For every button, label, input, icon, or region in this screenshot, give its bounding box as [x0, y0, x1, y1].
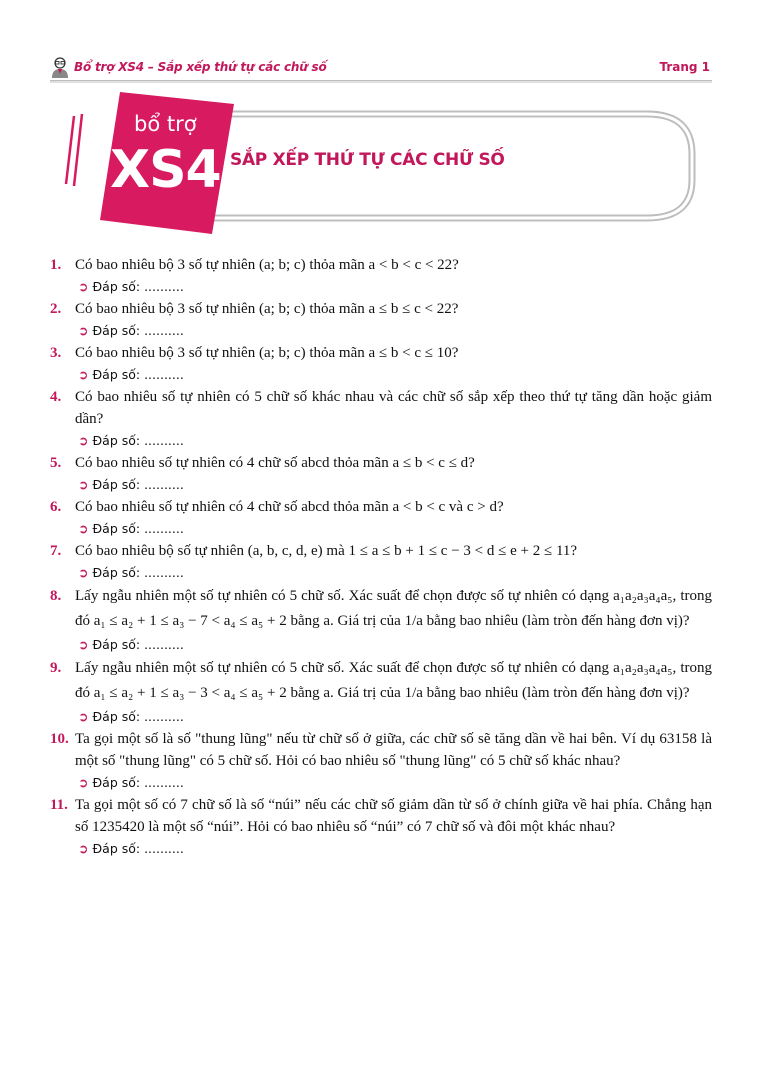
arrow-icon: ➲: [78, 565, 89, 580]
problem-item: [50, 728, 712, 772]
answer-line: [50, 474, 712, 496]
arrow-icon: ➲: [78, 367, 89, 382]
answer-label: Đáp số: ..........: [92, 565, 184, 580]
section-banner: [62, 92, 712, 234]
header-divider: [50, 80, 712, 83]
answer-label: Đáp số: ..........: [92, 323, 184, 338]
header-title: Bổ trợ XS4 – Sắp xếp thứ tự các chữ số: [74, 60, 327, 74]
answer-label: Đáp số: ..........: [92, 521, 184, 536]
arrow-icon: ➲: [78, 841, 89, 856]
arrow-icon: ➲: [78, 279, 89, 294]
arrow-icon: ➲: [78, 433, 89, 448]
problem-number: 6.: [50, 499, 62, 515]
problem-text: Có bao nhiêu số tự nhiên có 4 chữ số abcd thỏa mãn a < b < c và c > d?: [75, 499, 504, 515]
answer-line: [50, 772, 712, 794]
problem-item: [50, 656, 712, 706]
arrow-icon: ➲: [78, 709, 89, 724]
arrow-icon: ➲: [78, 477, 89, 492]
problem-number: 10.: [50, 731, 69, 747]
teacher-avatar-icon: [50, 56, 70, 78]
problem-text: Có bao nhiêu bộ 3 số tự nhiên (a; b; c) thỏa mãn a < b < c < 22?: [75, 257, 459, 273]
answer-line: [50, 562, 712, 584]
answer-label: Đáp số: ..........: [92, 279, 184, 294]
banner-title: SẮP XẾP THỨ TỰ CÁC CHỮ SỐ: [230, 150, 505, 170]
answer-line: [50, 430, 712, 452]
problem-text: Có bao nhiêu bộ số tự nhiên (a, b, c, d, e) mà 1 ≤ a ≤ b + 1 ≤ c − 3 < d ≤ e + 2 ≤ 11?: [75, 543, 578, 559]
problem-item: [50, 794, 712, 838]
arrow-icon: ➲: [78, 521, 89, 536]
problem-number: 11.: [50, 797, 68, 813]
page-number: Trang 1: [659, 60, 710, 74]
problem-text: Ta gọi một số có 7 chữ số là số “núi” nếu các chữ số giảm dần từ số ở chính giữa về hai phía. Chẳng hạn số 1235420 là một số “núi”. Hỏi có bao nhiêu số “núi” có 7 chữ số và đôi một khác nhau?: [75, 797, 712, 835]
problem-list: [50, 254, 712, 860]
problem-text: Ta gọi một số là số "thung lũng" nếu từ chữ số ở giữa, các chữ số sẽ tăng dần về hai bên. Ví dụ 63158 là một số "thung lũng" có 5 chữ số. Hỏi có bao nhiêu số "thung lũng" có 5 chữ số khác nhau?: [75, 731, 712, 769]
answer-label: Đáp số: ..........: [92, 367, 184, 382]
problem-text: Lấy ngẫu nhiên một số tự nhiên có 5 chữ số. Xác suất để chọn được số tự nhiên có dạng a₁a₂a₃a₄a₅, trong đó a₁ ≤ a₂ + 1 ≤ a₃ − 7 < a₄ ≤ a₅ + 2 bằng a. Giá trị của 1/a bằng bao nhiêu (làm tròn đến hàng đơn vị)?: [75, 588, 712, 629]
problem-number: 4.: [50, 389, 62, 405]
answer-label: Đáp số: ..........: [92, 477, 184, 492]
problem-text: Lấy ngẫu nhiên một số tự nhiên có 5 chữ số. Xác suất để chọn được số tự nhiên có dạng a₁a₂a₃a₄a₅, trong đó a₁ ≤ a₂ + 1 ≤ a₃ − 3 < a₄ ≤ a₅ + 2 bằng a. Giá trị của 1/a bằng bao nhiêu (làm tròn đến hàng đơn vị)?: [75, 660, 712, 701]
answer-line: [50, 838, 712, 860]
problem-item: [50, 386, 712, 430]
problem-item: [50, 540, 712, 562]
problem-item: [50, 342, 712, 364]
problem-text: Có bao nhiêu bộ 3 số tự nhiên (a; b; c) thỏa mãn a ≤ b ≤ c < 22?: [75, 301, 459, 317]
answer-line: [50, 276, 712, 298]
problem-number: 7.: [50, 543, 62, 559]
problem-number: 5.: [50, 455, 62, 471]
answer-label: Đáp số: ..........: [92, 841, 184, 856]
problem-item: [50, 584, 712, 634]
arrow-icon: ➲: [78, 323, 89, 338]
problem-number: 9.: [50, 660, 62, 676]
arrow-icon: ➲: [78, 637, 89, 652]
problem-item: [50, 254, 712, 276]
answer-label: Đáp số: ..........: [92, 637, 184, 652]
banner-code: XS4: [110, 140, 221, 200]
page-header: [50, 56, 712, 80]
answer-label: Đáp số: ..........: [92, 775, 184, 790]
problem-item: [50, 452, 712, 474]
problem-item: [50, 298, 712, 320]
answer-label: Đáp số: ..........: [92, 433, 184, 448]
problem-item: [50, 496, 712, 518]
problem-text: Có bao nhiêu số tự nhiên có 4 chữ số abcd thỏa mãn a ≤ b < c ≤ d?: [75, 455, 475, 471]
problem-text: Có bao nhiêu số tự nhiên có 5 chữ số khác nhau và các chữ số sắp xếp theo thứ tự tăng dần hoặc giảm dần?: [75, 389, 712, 427]
problem-number: 3.: [50, 345, 62, 361]
answer-line: [50, 364, 712, 386]
answer-line: [50, 706, 712, 728]
problem-number: 2.: [50, 301, 62, 317]
banner-subtitle: bổ trợ: [134, 112, 197, 136]
answer-line: [50, 320, 712, 342]
arrow-icon: ➲: [78, 775, 89, 790]
problem-number: 1.: [50, 257, 62, 273]
answer-line: [50, 518, 712, 540]
answer-label: Đáp số: ..........: [92, 709, 184, 724]
answer-line: [50, 634, 712, 656]
problem-number: 8.: [50, 588, 62, 604]
problem-text: Có bao nhiêu bộ 3 số tự nhiên (a; b; c) thỏa mãn a ≤ b < c ≤ 10?: [75, 345, 459, 361]
